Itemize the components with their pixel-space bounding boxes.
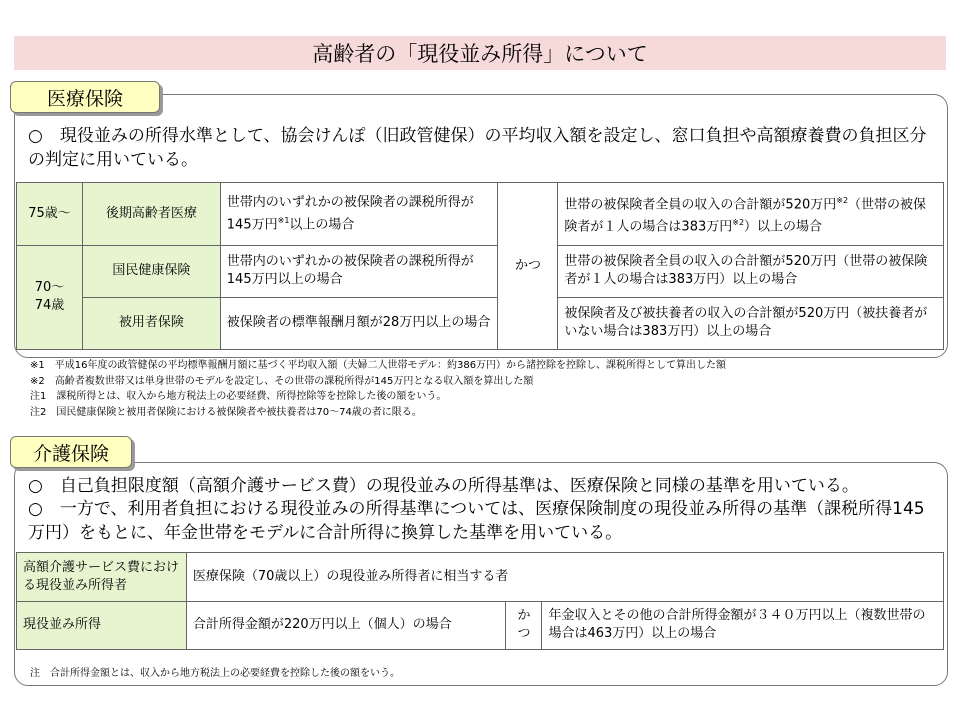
care-income-label: 現役並み所得 <box>17 601 187 650</box>
condition-a-late-elderly: 世帯内のいずれかの被保険者の課税所得が145万円$^{※1}$以上の場合 <box>220 183 498 246</box>
table-row <box>17 297 944 349</box>
care-paragraph-1: ○ 自己負担限度額（高額介護サービス費）の現役並みの所得基準は、医療保険と同様の基準を用いている。 <box>28 476 859 496</box>
medical-insurance-tag: 医療保険 <box>10 81 160 113</box>
scheme-late-elderly: 後期高齢者医療 <box>82 183 220 246</box>
medical-paragraph: ○ 現役並みの所得水準として、協会けんぽ（旧政管健保）の平均収入額を設定し、窓口負担や高額療養費の負担区分の判定に用いている。 <box>28 126 927 170</box>
care-note: 注 合計所得金額とは、収入から地方税法上の必要経費を控除した後の額をいう。 <box>30 668 400 679</box>
care-and-connector: かつ <box>506 601 542 650</box>
care-criteria-table <box>16 552 944 650</box>
condition-b-late-elderly: 世帯の被保険者全員の収入の合計額が520万円$^{※2}$（世帯の被保険者が１人の場合は383万円$^{※2}$）以上の場合 <box>558 183 944 246</box>
medical-criteria-table <box>16 182 944 350</box>
table-row <box>17 183 944 246</box>
note-4: 注2 国民健康保険と被用者保険における被保険者や被扶養者は70～74歳の者に限る。 <box>30 406 422 418</box>
condition-b-employee-insurance: 被保険者及び被扶養者の収入の合計額が520万円（被扶養者がいない場合は383万円）以上の場合 <box>558 297 944 349</box>
care-high-cost-label: 高額介護サービス費における現役並み所得者 <box>17 553 187 602</box>
page-title: 高齢者の「現役並み所得」について <box>14 36 946 70</box>
table-row <box>17 553 944 602</box>
age-75-cell: 75歳～ <box>17 183 83 246</box>
table-row <box>17 245 944 297</box>
age-70-74-cell: 70～ 74歳 <box>17 245 83 349</box>
note-1: ※1 平成16年度の政管健保の平均標準報酬月額に基づく平均収入額（夫婦二人世帯モデル：約386万円）から諸控除を控除し、課税所得として算出した額 <box>30 360 727 371</box>
and-connector: かつ <box>498 183 558 350</box>
medical-notes <box>30 358 726 420</box>
note-3: 注1 課税所得とは、収入から地方税法上の必要経費、所得控除等を控除した後の額をいう。 <box>30 391 447 402</box>
table-row <box>17 601 944 650</box>
care-condition-b: 年金収入とその他の合計所得金額が３４０万円以上（複数世帯の場合は463万円）以上の場合 <box>542 601 944 650</box>
care-paragraph-2: ○ 一方で、利用者負担における現役並みの所得基準については、医療保険制度の現役並み所得の基準（課税所得145万円）をもとに、年金世帯をモデルに合計所得に換算した基準を用いている。 <box>28 499 925 543</box>
scheme-employee-insurance: 被用者保険 <box>82 297 220 349</box>
condition-a-national-health: 世帯内のいずれかの被保険者の課税所得が145万円以上の場合 <box>220 245 498 297</box>
note-2: ※2 高齢者複数世帯又は単身世帯のモデルを設定し、その世帯の課税所得が145万円となる収入額を算出した額 <box>30 375 534 387</box>
care-high-cost-value: 医療保険（70歳以上）の現役並み所得者に相当する者 <box>186 553 943 602</box>
care-condition-a: 合計所得金額が220万円以上（個人）の場合 <box>186 601 506 650</box>
scheme-national-health: 国民健康保険 <box>82 245 220 297</box>
care-insurance-tag: 介護保険 <box>10 436 132 468</box>
condition-a-employee-insurance: 被保険者の標準報酬月額が28万円以上の場合 <box>220 297 498 349</box>
condition-b-national-health: 世帯の被保険者全員の収入の合計額が520万円（世帯の被保険者が１人の場合は383万円）以上の場合 <box>558 245 944 297</box>
